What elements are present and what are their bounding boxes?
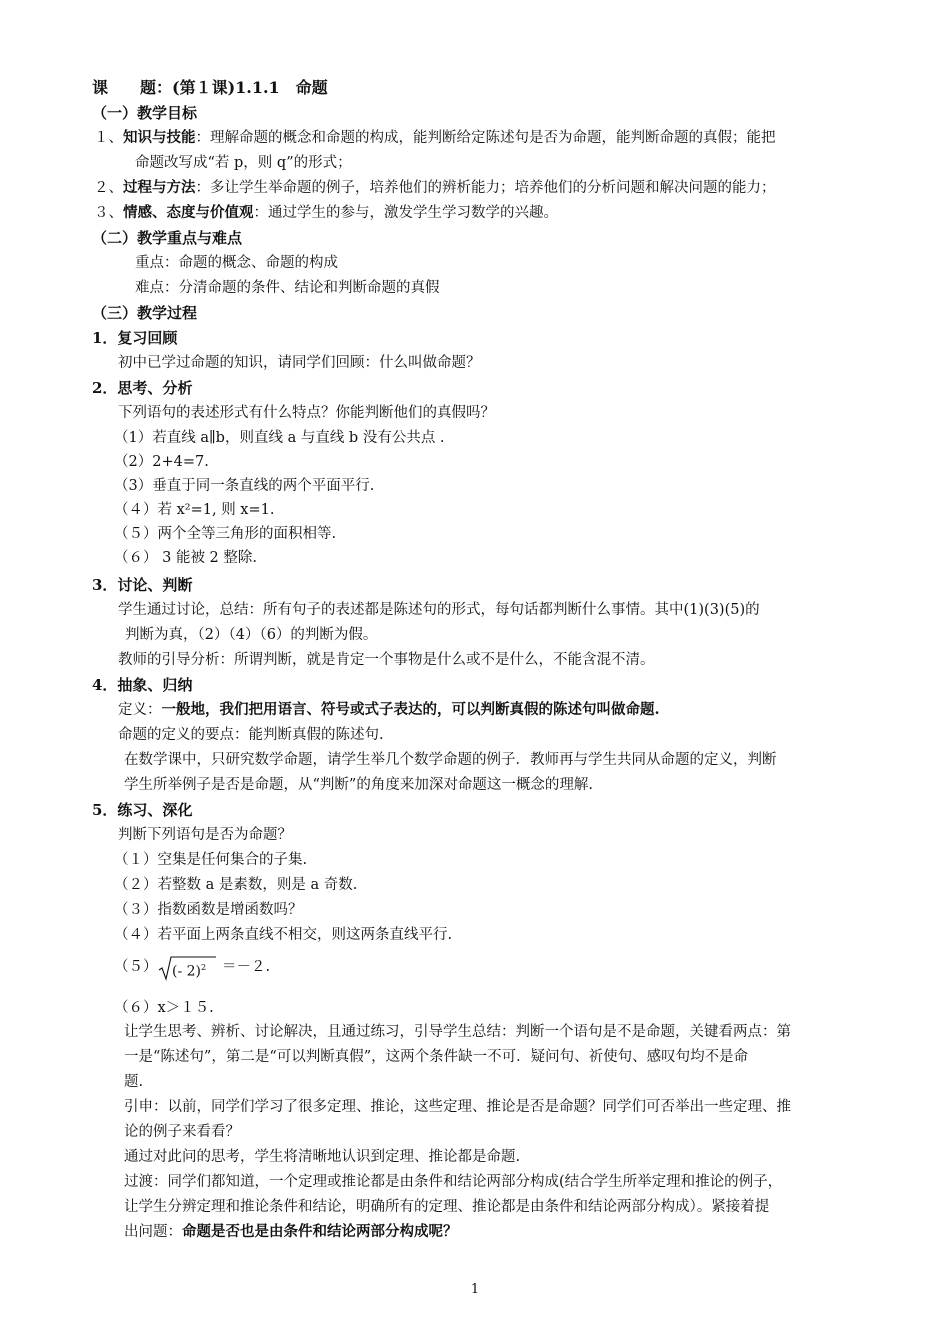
sqrt-expression [158, 955, 218, 981]
section-objectives-heading: （一）教学目标 [92, 104, 198, 122]
think-item-3: （3）垂直于同一条直线的两个平面平行. [114, 478, 375, 494]
transition-text-3 [124, 1222, 458, 1242]
radicand-base: (- 2) [172, 963, 202, 980]
objective-1-label: 知识与技能 [123, 129, 196, 146]
extension-text-2: 论的例子来看看？ [124, 1124, 240, 1140]
section-process-heading: （三）教学过程 [92, 304, 198, 322]
practice-intro: 判断下列语句是否为命题？ [118, 827, 292, 843]
review-text: 初中已学过命题的知识，请同学们回顾：什么叫做命题？ [118, 355, 481, 371]
practice-item-1: （１）空集是任何集合的子集. [114, 852, 308, 868]
practice-text-3: 题. [124, 1074, 144, 1090]
discuss-text-1: 学生通过讨论，总结：所有句子的表述都是陈述句的形式，每句话都判断什么事情。其中(1)(3)(5)的 [118, 602, 760, 618]
objective-2 [94, 178, 776, 198]
question-lead: 出问题： [124, 1224, 182, 1240]
objective-2-label: 过程与方法 [123, 179, 196, 196]
objective-3 [94, 203, 558, 223]
objective-3-label: 情感、态度与价值观 [123, 204, 254, 221]
practice-item-2: （２）若整数 a 是素数，则是 a 奇数. [114, 877, 358, 893]
sqrt-radicand [172, 958, 206, 982]
think-item-5: （５）两个全等三角形的面积相等. [114, 526, 337, 542]
objective-1-cont: 命题改写成“若 p，则 q”的形式； [135, 155, 352, 171]
discuss-heading: 3．讨论、判断 [92, 576, 193, 594]
think-heading: 2．思考、分析 [92, 379, 193, 397]
practice-text-2: 一是“陈述句”，第二是“可以判断真假”，这两个条件缺一不可．疑问句、祈使句、感叹句均不是命 [124, 1049, 749, 1065]
objective-2-num: ２、 [94, 180, 123, 196]
practice-item-6: （６）x＞１５. [114, 1000, 214, 1016]
key-point: 重点：命题的概念、命题的构成 [135, 255, 338, 271]
objective-1-text: ：理解命题的概念和命题的构成，能判断给定陈述句是否为命题，能判断命题的真假；能把 [195, 130, 776, 146]
abstract-text-3: 学生所举例子是否是命题，从“判断”的角度来加深对命题这一概念的理解. [124, 777, 593, 793]
definition-label: 定义： [118, 702, 162, 718]
definition-text: 一般地，我们把用语言、符号或式子表达的，可以判断真假的陈述句叫做命题. [161, 701, 660, 718]
objective-3-text: ：通过学生的参与，激发学生学习数学的兴趣。 [253, 205, 558, 221]
difficult-point: 难点：分清命题的条件、结论和判断命题的真假 [135, 280, 440, 296]
objective-1 [94, 128, 776, 148]
review-heading: 1．复习回顾 [92, 329, 178, 347]
transition-text-1: 过渡：同学们都知道，一个定理或推论都是由条件和结论两部分构成(结合学生所举定理和推论的例子， [124, 1174, 783, 1190]
abstract-heading: 4．抽象、归纳 [92, 676, 193, 694]
page-number: 1 [470, 1282, 480, 1297]
question-text: 命题是否也是由条件和结论两部分构成呢？ [182, 1223, 458, 1240]
extension-text-1: 引申：以前，同学们学习了很多定理、推论，这些定理、推论是否是命题？同学们可否举出一些定理、推 [124, 1099, 791, 1115]
section-keypoints-heading: （二）教学重点与难点 [92, 229, 243, 247]
lesson-title: 课 题：(第１课)1.1.1 命题 [92, 78, 328, 97]
abstract-text-2: 在数学课中，只研究数学命题，请学生举几个数学命题的例子．教师再与学生共同从命题的定义，判断 [124, 752, 777, 768]
think-item-4: （４）若 x²=1, 则 x=1. [114, 502, 275, 518]
discuss-text-3: 教师的引导分析：所谓判断，就是肯定一个事物是什么或不是什么，不能含混不清。 [118, 652, 655, 668]
practice-item-5-rest: ＝－２. [222, 959, 271, 975]
think-item-1: （1）若直线 a∥b，则直线 a 与直线 b 没有公共点 . [114, 430, 445, 446]
practice-item-3: （３）指数函数是增函数吗？ [114, 902, 303, 918]
think-item-6: （６） 3 能被 2 整除. [114, 550, 257, 566]
practice-item-4: （４）若平面上两条直线不相交，则这两条直线平行. [114, 927, 453, 943]
objective-2-text: ：多让学生举命题的例子，培养他们的辨析能力；培养他们的分析问题和解决问题的能力； [195, 180, 776, 196]
reflection-text: 通过对此问的思考，学生将清晰地认识到定理、推论都是命题. [124, 1149, 521, 1165]
transition-text-2: 让学生分辨定理和推论条件和结论，明确所有的定理、推论都是由条件和结论两部分构成）。紧接着提 [124, 1199, 770, 1215]
definition [118, 700, 660, 720]
discuss-text-2: 判断为真，（2）（4）（6）的判断为假。 [125, 627, 378, 643]
practice-text-1: 让学生思考、辨析、讨论解决，且通过练习，引导学生总结：判断一个语句是不是命题，关键看两点：第 [124, 1024, 791, 1040]
objective-1-num: １、 [94, 130, 123, 146]
practice-heading: 5．练习、深化 [92, 801, 193, 819]
radicand-exponent: 2 [201, 963, 207, 972]
objective-3-num: ３、 [94, 205, 123, 221]
practice-item-5-num: （５） [114, 959, 158, 975]
think-intro: 下列语句的表述形式有什么特点？你能判断他们的真假吗？ [118, 405, 495, 421]
think-item-2: （2）2+4=7. [114, 454, 209, 470]
definition-points: 命题的定义的要点：能判断真假的陈述句. [118, 727, 384, 743]
